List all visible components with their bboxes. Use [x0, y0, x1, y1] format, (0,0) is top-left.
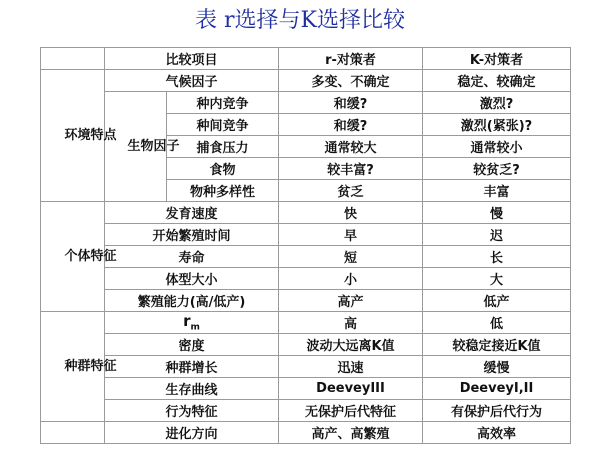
r-value: 和缓?	[279, 114, 423, 136]
k-value: 有保护后代行为	[423, 400, 571, 422]
table-row	[41, 312, 571, 334]
r-value: 无保护后代特征	[279, 400, 423, 422]
row-label: 密度	[105, 334, 279, 356]
r-value: 短	[279, 246, 423, 268]
r-value: 和缓?	[279, 92, 423, 114]
r-value: 高	[279, 312, 423, 334]
group-cell-empty	[41, 422, 105, 444]
row-label-rm: $r_m$	[105, 312, 279, 334]
row-label: 捕食压力	[167, 136, 279, 158]
r-value: 波动大远离K值	[279, 334, 423, 356]
row-label: 繁殖能力(高/低产)	[105, 290, 279, 312]
table-row	[41, 422, 571, 444]
table-row	[41, 92, 571, 114]
r-value: 快	[279, 202, 423, 224]
row-label: 进化方向	[105, 422, 279, 444]
r-value: 较丰富?	[279, 158, 423, 180]
k-value: 迟	[423, 224, 571, 246]
k-value: 通常较小	[423, 136, 571, 158]
row-label: 物种多样性	[167, 180, 279, 202]
table-row	[41, 334, 571, 356]
r-value: 小	[279, 268, 423, 290]
k-value: 低产	[423, 290, 571, 312]
table-row	[41, 224, 571, 246]
row-label: 种群增长	[105, 356, 279, 378]
row-label: 种内竞争	[167, 92, 279, 114]
table-row	[41, 268, 571, 290]
r-value: 高产	[279, 290, 423, 312]
table-row	[41, 378, 571, 400]
table-row	[41, 290, 571, 312]
table-row	[41, 356, 571, 378]
table-row	[41, 202, 571, 224]
header-k-strategist: K-对策者	[423, 48, 571, 70]
table-row	[41, 246, 571, 268]
header-r-strategist: r-对策者	[279, 48, 423, 70]
r-value: 通常较大	[279, 136, 423, 158]
k-value: 较稳定接近K值	[423, 334, 571, 356]
k-value: 丰富	[423, 180, 571, 202]
row-label: 食物	[167, 158, 279, 180]
row-label: 生存曲线	[105, 378, 279, 400]
row-label: 气候因子	[105, 70, 279, 92]
r-value: 迅速	[279, 356, 423, 378]
row-label: 行为特征	[105, 400, 279, 422]
comparison-table	[40, 47, 571, 444]
group-individual: 个体特征	[41, 202, 105, 312]
header-item: 比较项目	[105, 48, 279, 70]
k-value: 大	[423, 268, 571, 290]
k-value: 较贫乏?	[423, 158, 571, 180]
r-value: 早	[279, 224, 423, 246]
group-population: 种群特征	[41, 312, 105, 422]
r-value: 贫乏	[279, 180, 423, 202]
row-label: 寿命	[105, 246, 279, 268]
k-value: 缓慢	[423, 356, 571, 378]
k-value: 长	[423, 246, 571, 268]
k-value: 慢	[423, 202, 571, 224]
group-cell-empty	[41, 48, 105, 70]
group-biotic-factors: 生物因子	[105, 92, 167, 202]
row-label: 开始繁殖时间	[105, 224, 279, 246]
k-value: 激烈(紧张)?	[423, 114, 571, 136]
k-value: DeeveyI,II	[423, 378, 571, 400]
k-value: 激烈?	[423, 92, 571, 114]
table-row	[41, 70, 571, 92]
k-value: 低	[423, 312, 571, 334]
r-value: 多变、不确定	[279, 70, 423, 92]
page-title: 表 r选择与K选择比较	[195, 8, 405, 33]
header-row	[41, 48, 571, 70]
row-label: 体型大小	[105, 268, 279, 290]
row-label: 种间竞争	[167, 114, 279, 136]
r-value: 高产、高繁殖	[279, 422, 423, 444]
r-value: DeeveyIII	[279, 378, 423, 400]
row-label: 发育速度	[105, 202, 279, 224]
group-environment: 环境特点	[41, 70, 105, 202]
k-value: 高效率	[423, 422, 571, 444]
k-value: 稳定、较确定	[423, 70, 571, 92]
table-row	[41, 400, 571, 422]
